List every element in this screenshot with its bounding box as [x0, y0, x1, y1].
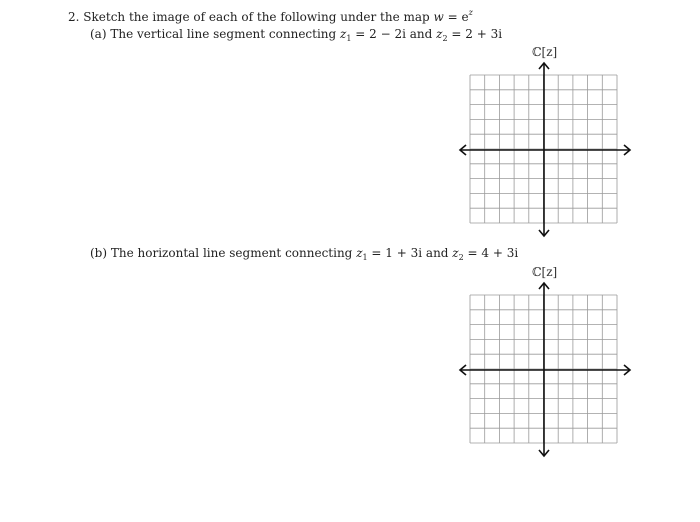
part-a-z1-value: = 2 − 2i	[351, 27, 406, 41]
part-a-z1-sub: 1	[346, 34, 352, 43]
part-b-statement	[90, 246, 518, 265]
part-a-text: The vertical line segment connecting	[110, 27, 337, 41]
map-variable: w	[433, 10, 444, 24]
part-b-text: The horizontal line segment connecting	[110, 246, 353, 260]
part-a-statement	[90, 27, 502, 46]
problem-intro: Sketch the image of each of the following under the map	[83, 10, 430, 24]
part-a-z2-value: = 2 + 3i	[447, 27, 503, 41]
part-b-z1-value: = 1 + 3i	[367, 246, 423, 260]
part-b-label: (b)	[90, 246, 108, 260]
part-b-complex-plane[interactable]	[455, 278, 635, 460]
part-b-z2-sub: 2	[458, 253, 464, 262]
map-equation: = e	[443, 10, 469, 24]
part-a-z2: z	[436, 27, 443, 41]
part-b-plane-label: ℂ[z]	[532, 265, 558, 279]
map-exponent: z	[468, 8, 473, 17]
part-b-z2: z	[452, 246, 459, 260]
part-b-z2-value: = 4 + 3i	[463, 246, 519, 260]
part-a-z1: z	[340, 27, 347, 41]
part-a-and: and	[405, 27, 437, 41]
part-a-plane-label: ℂ[z]	[532, 45, 558, 59]
problem-number: 2.	[68, 10, 80, 24]
part-b-z1: z	[356, 246, 363, 260]
problem-statement	[68, 6, 473, 24]
part-a-complex-plane[interactable]	[455, 58, 635, 240]
part-b-and: and	[422, 246, 453, 260]
part-a-z2-sub: 2	[442, 34, 448, 43]
part-b-z1-sub: 1	[362, 253, 368, 262]
part-a-label: (a)	[90, 27, 107, 41]
